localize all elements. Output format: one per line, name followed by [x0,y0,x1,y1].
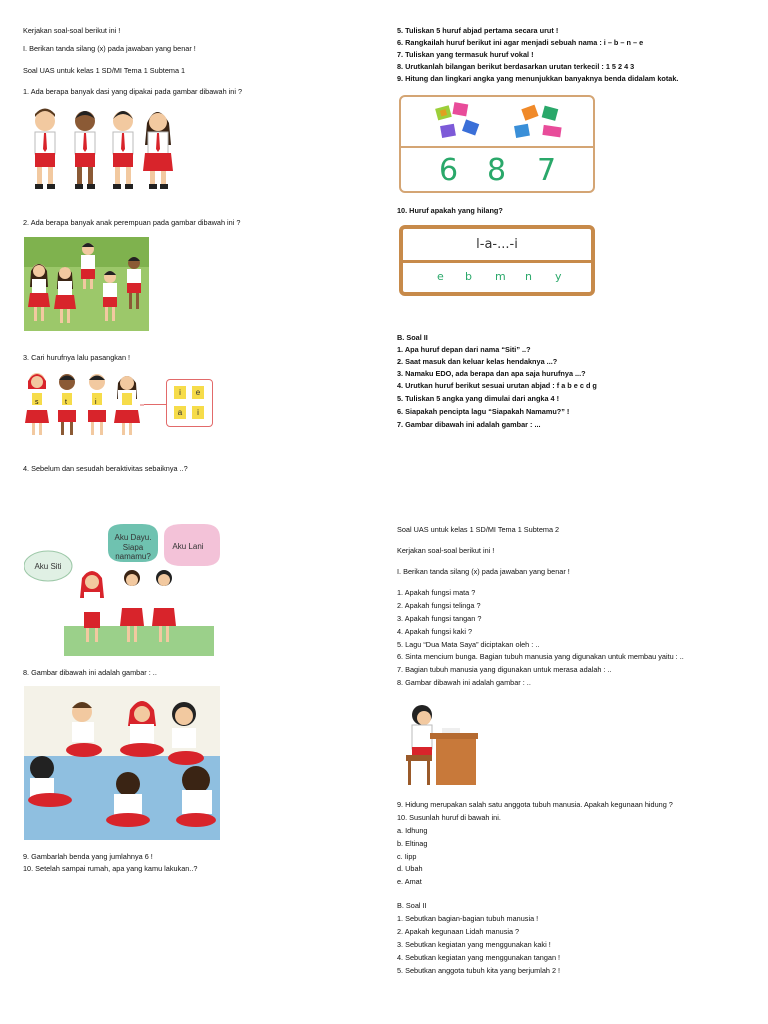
option-e: e. Amat [397,877,422,886]
s2-essay-4: 4. Sebutkan kegiatan yang menggunakan tangan ! [397,953,561,962]
letter-card-panel [166,379,213,427]
s2-essay-3: 3. Sebutkan kegiatan yang menggunakan kaki ! [397,940,551,949]
essay-question-1: 1. Apa huruf depan dari nama “Siti” ..? [397,345,531,354]
instruction-line: Kerjakan soal-soal berikut ini ! [23,26,121,35]
kid-4 [143,112,173,189]
letter-card: i [174,386,186,399]
question-3: 3. Cari hurufnya lalu pasangkan ! [23,353,131,362]
question-2: 2. Ada berapa banyak anak perempuan pada gambar dibawah ini ? [23,218,241,227]
box-divider [401,146,593,148]
s2-essay-2: 2. Apakah kegunaan Lidah manusia ? [397,927,520,936]
speech-bubble-siti: Aku Siti [34,562,62,571]
instruction-line: I. Berikan tanda silang (x) pada jawaban yang benar ! [23,44,196,53]
s2-question-6: 6. Sinta mencium bunga. Bagian tubuh manusia yang digunakan untuk membau yaitu : .. [397,652,684,661]
s2-section-b-title: B. Soal II [397,901,427,910]
s2-question-10: 10. Susunlah huruf di bawah ini. [397,813,501,822]
question-8: 8. Urutkanlah bilangan berikut berdasarkan urutan terkecil : 1 5 2 4 3 [397,62,635,71]
letter-option: e [437,270,444,283]
letter-kids-image [24,371,144,441]
missing-word: l-a-...-i [476,237,518,252]
question-7: 7. Tuliskan yang termasuk huruf vokal ! [397,50,534,59]
essay-question-3: 3. Namaku EDO, ada berapa dan apa saja hurufnya ...? [397,369,586,378]
section-title: Soal UAS untuk kelas 1 SD/MI Tema 1 Subtema 1 [23,66,186,75]
s2-question-9: 9. Hidung merupakan salah satu anggota tubuh manusia. Apakah kegunaan hidung ? [397,800,673,809]
shirt-letter: t [65,399,67,406]
question-9: 9. Gambarlah benda yang jumlahnya 6 ! [23,852,153,861]
question-10: 10. Setelah sampai rumah, apa yang kamu lakukan..? [23,864,198,873]
letter-option: m [495,270,506,283]
instruction-line: I. Berikan tanda silang (x) pada jawaban yang benar ! [397,567,570,576]
letter-option: b [465,270,472,283]
letter-card: i [192,406,204,419]
s2-question-3: 3. Apakah fungsi tangan ? [397,614,482,623]
speech-bubble-dayu: Aku Dayu. [114,533,152,542]
s2-question-4: 4. Apakah fungsi kaki ? [397,627,473,636]
kid-1 [35,109,55,190]
box-divider [403,260,591,263]
section-title-2: Soal UAS untuk kelas 1 SD/MI Tema 1 Subtema 2 [397,525,560,534]
essay-question-7: 7. Gambar dibawah ini adalah gambar : ... [397,420,541,429]
number-option: 6 [439,153,459,188]
number-option: 8 [487,153,507,188]
shirt-letter: s [35,399,39,406]
kid-3 [113,111,133,189]
shirt-letter: i [95,399,97,406]
option-a: a. Idhung [397,826,428,835]
option-c: c. Iipp [397,852,417,861]
s2-question-2: 2. Apakah fungsi telinga ? [397,601,481,610]
child-studying-image [400,697,483,790]
kids-sitting-image [24,686,220,840]
option-d: d. Ubah [397,864,423,873]
s2-question-5: 5. Lagu “Dua Mata Saya” diciptakan oleh : .. [397,640,540,649]
speech-bubble-dayu-2: Siapa namamu? [115,543,151,561]
letter-card: a [174,406,186,419]
s2-essay-5: 5. Sebutkan anggota tubuh kita yang berjumlah 2 ! [397,966,561,975]
s2-essay-1: 1. Sebutkan bagian-bagian tubuh manusia ! [397,914,539,923]
question-10: 10. Huruf apakah yang hilang? [397,206,503,215]
question-6: 6. Rangkailah huruf berikut ini agar menjadi sebuah nama : i – b – n – e [397,38,644,47]
s2-question-8: 8. Gambar dibawah ini adalah gambar : .. [397,678,531,687]
sharpeners-image [431,101,571,143]
essay-question-2: 2. Saat masuk dan keluar kelas hendaknya ...? [397,357,558,366]
s2-question-1: 1. Apakah fungsi mata ? [397,588,476,597]
question-5: 5. Tuliskan 5 huruf abjad pertama secara urut ! [397,26,559,35]
essay-question-4: 4. Urutkan huruf berikut sesuai urutan abjad : f a b e c d g [397,381,597,390]
kid-2 [75,111,95,189]
s2-question-7: 7. Bagian tubuh manusia yang digunakan untuk merasa adalah : .. [397,665,612,674]
instruction-line: Kerjakan soal-soal berikut ini ! [397,546,495,555]
letter-card: e [192,386,204,399]
option-b: b. Eltinag [397,839,428,848]
letter-option: n [525,270,532,283]
number-option: 7 [537,153,557,188]
kids-uniform-image [23,105,178,193]
question-9: 9. Hitung dan lingkari angka yang menunjukkan banyaknya benda didalam kotak. [397,74,679,83]
question-8: 8. Gambar dibawah ini adalah gambar : .. [23,668,157,677]
connector-line [144,404,166,405]
question-1: 1. Ada berapa banyak dasi yang dipakai pada gambar dibawah ini ? [23,87,243,96]
section-b-title: B. Soal II [397,333,428,342]
speech-bubble-lani: Aku Lani [172,542,204,551]
missing-letter-box [399,225,595,296]
question-4: 4. Sebelum dan sesudah beraktivitas sebaiknya ..? [23,464,188,473]
letter-option: y [555,270,562,283]
essay-question-5: 5. Tuliskan 5 angka yang dimulai dari angka 4 ! [397,394,560,403]
essay-question-6: 6. Siapakah pencipta lagu “Siapakah Namamu?” ! [397,407,570,416]
counting-box [399,95,595,193]
kids-group-image [24,237,149,331]
